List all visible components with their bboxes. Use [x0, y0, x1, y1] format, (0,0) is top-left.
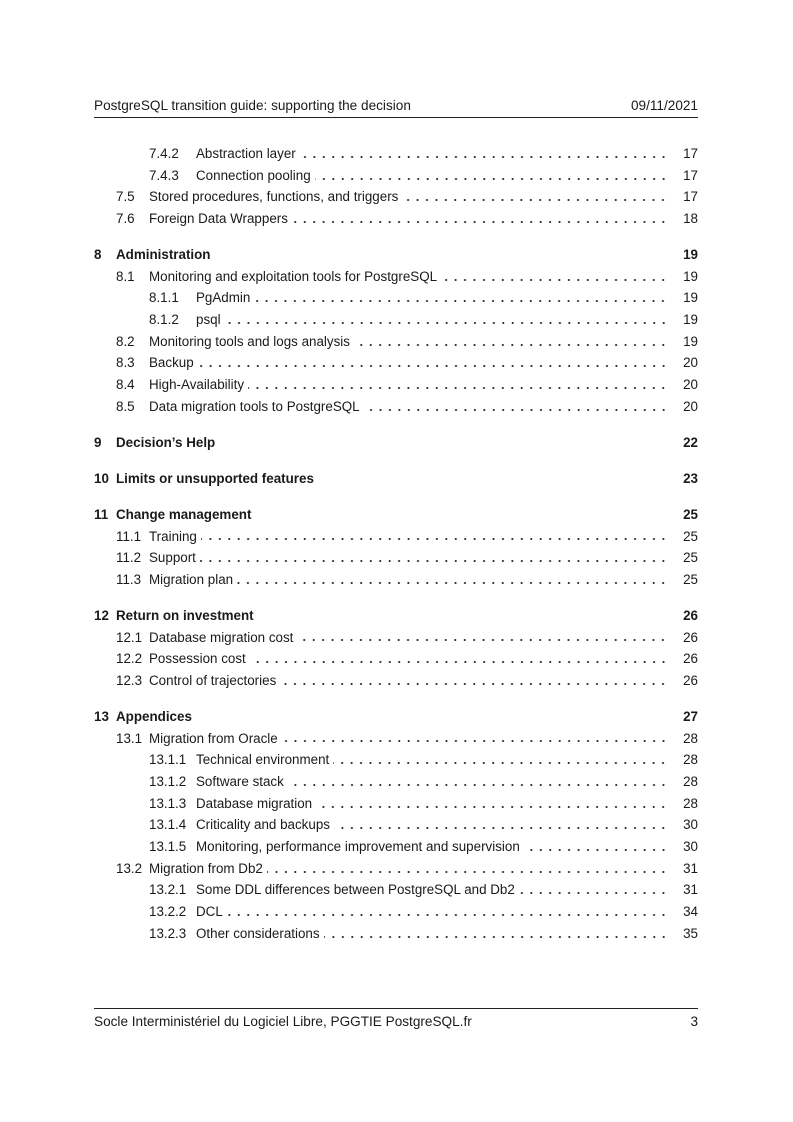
leader-dots	[267, 867, 668, 877]
toc-entry-number: 12.3	[116, 672, 143, 688]
toc-section-entry[interactable]	[94, 670, 698, 692]
toc-entry-title: Connection pooling	[196, 167, 311, 183]
toc-entry-page: 26	[683, 607, 698, 623]
toc-section-entry[interactable]	[94, 165, 698, 187]
toc-entry-number: 12.2	[116, 651, 143, 667]
toc-entry-title: Database migration	[196, 795, 313, 811]
leader-dots	[333, 758, 668, 768]
toc-entry-title: Some DDL differences between PostgreSQL and Db2	[196, 882, 515, 898]
toc-entry-page: 19	[683, 312, 698, 328]
toc-entry-number: 13.2.3	[149, 925, 187, 941]
toc-chapter-entry[interactable]	[94, 605, 698, 627]
toc-entry-page: 31	[683, 860, 698, 876]
toc-entry-page: 26	[683, 629, 698, 645]
leader-dots	[315, 174, 668, 184]
toc-chapter-entry[interactable]	[94, 706, 698, 728]
leader-dots	[280, 679, 668, 689]
toc-section-entry[interactable]	[94, 143, 698, 165]
toc-entry-page: 20	[683, 355, 698, 371]
toc-entry-number: 8	[94, 247, 102, 263]
leader-dots	[354, 340, 668, 350]
toc-entry-page: 35	[683, 925, 698, 941]
toc-section-entry[interactable]	[94, 648, 698, 670]
toc-entry-title: Abstraction layer	[196, 146, 296, 161]
toc-section-entry[interactable]	[94, 814, 698, 836]
toc-section-entry[interactable]	[94, 526, 698, 548]
leader-dots	[364, 405, 668, 415]
toc-entry-page: 25	[683, 571, 698, 587]
toc-entry-number: 13.2	[116, 860, 143, 876]
toc-entry-page: 19	[683, 268, 698, 284]
header-rule	[94, 117, 698, 118]
toc-section-entry[interactable]	[94, 771, 698, 793]
toc-entry-title: Migration plan	[149, 571, 234, 587]
toc-entry-page: 20	[683, 377, 698, 393]
toc-chapter-entry[interactable]	[94, 244, 698, 266]
toc-entry-page: 28	[683, 773, 698, 789]
toc-entry-number: 8.5	[116, 398, 135, 414]
toc-entry-page: 28	[683, 795, 698, 811]
toc-entry-page: 17	[683, 189, 698, 205]
toc-entry-page: 26	[683, 651, 698, 667]
leader-dots	[288, 780, 668, 790]
toc-entry-number: 13.2.2	[149, 904, 187, 920]
toc-entry-title: Limits or unsupported features	[116, 470, 314, 486]
toc-entry-page: 19	[683, 333, 698, 349]
toc-entry-page: 22	[683, 434, 698, 450]
header-date: 09/11/2021	[630, 98, 698, 113]
toc-section-entry[interactable]	[94, 208, 698, 230]
toc-entry-title: Foreign Data Wrappers	[149, 211, 288, 227]
header-title: PostgreSQL transition guide: supporting the decision	[94, 98, 411, 113]
toc-section-entry[interactable]	[94, 569, 698, 591]
toc-entry-number: 13.2.1	[149, 882, 187, 898]
toc-entry-page: 18	[683, 211, 698, 227]
toc-entry-page: 20	[683, 398, 698, 414]
toc-entry-title: DCL	[196, 904, 223, 920]
toc-section-entry[interactable]	[94, 287, 698, 309]
leader-dots	[441, 275, 668, 285]
toc-entry-number: 12.1	[116, 629, 143, 645]
toc-entry-title: Control of trajectories	[149, 672, 277, 688]
toc-chapter-entry[interactable]	[94, 504, 698, 526]
toc-entry-title: Other considerations	[196, 925, 320, 941]
toc-entry-number: 7.6	[116, 211, 135, 227]
toc-entry-title: Data migration tools to PostgreSQL	[149, 398, 360, 414]
toc-entry-number: 13	[94, 708, 109, 724]
toc-entry-number: 7.5	[116, 189, 135, 205]
toc-section-entry[interactable]	[94, 879, 698, 901]
toc-entry-number: 11	[94, 506, 109, 522]
toc-entry-number: 11.2	[116, 550, 142, 566]
toc-section-entry[interactable]	[94, 749, 698, 771]
toc-entry-title: Migration from Db2	[149, 860, 263, 876]
leader-dots	[250, 657, 668, 667]
toc-chapter-entry[interactable]	[94, 432, 698, 454]
leader-dots	[300, 152, 668, 162]
toc-entry-title: PgAdmin	[196, 290, 251, 306]
toc-entry-page: 27	[683, 708, 698, 724]
leader-dots	[237, 578, 668, 588]
leader-dots	[519, 888, 668, 898]
toc-entry-number: 10	[94, 470, 109, 486]
toc-entry-page: 19	[683, 247, 698, 263]
toc-entry-number: 8.1.2	[149, 312, 179, 328]
leader-dots	[201, 534, 668, 544]
toc-entry-page: 19	[683, 290, 698, 306]
toc-entry-number: 8.1.1	[149, 290, 179, 306]
toc-entry-number: 8.2	[116, 333, 135, 349]
page-number: 3	[690, 1014, 698, 1029]
toc-entry-title: Appendices	[116, 708, 192, 724]
toc-entry-title: Migration from Oracle	[149, 730, 278, 746]
toc-entry-number: 13.1	[116, 730, 143, 746]
toc-section-entry[interactable]	[94, 266, 698, 288]
toc-entry-title: Return on investment	[116, 607, 254, 623]
toc-entry-page: 28	[683, 730, 698, 746]
toc-entry-page: 17	[683, 146, 698, 161]
toc-section-entry[interactable]	[94, 309, 698, 331]
toc-entry-page: 30	[683, 839, 698, 855]
toc-entry-title: Stored procedures, functions, and triggers	[149, 189, 399, 205]
toc-entry-title: High-Availability	[149, 377, 245, 393]
toc-entry-number: 7.4.2	[149, 146, 179, 161]
toc-section-entry[interactable]	[94, 836, 698, 858]
toc-section-entry[interactable]	[94, 728, 698, 750]
page-footer	[94, 1014, 698, 1029]
page-header	[94, 98, 698, 116]
toc-entry-title: Monitoring tools and logs analysis	[149, 333, 350, 349]
toc-entry-title: psql	[196, 312, 221, 328]
toc-entry-title: Possession cost	[149, 651, 246, 667]
table-of-contents	[94, 143, 698, 944]
toc-section-entry[interactable]	[94, 352, 698, 374]
toc-section-entry[interactable]	[94, 923, 698, 945]
toc-entry-number: 13.1.1	[149, 752, 187, 768]
toc-entry-number: 9	[94, 434, 102, 450]
toc-entry-page: 28	[683, 752, 698, 768]
toc-section-entry[interactable]	[94, 186, 698, 208]
leader-dots	[316, 802, 668, 812]
toc-section-entry[interactable]	[94, 793, 698, 815]
toc-entry-title: Monitoring and exploitation tools for PostgreSQL	[149, 268, 438, 284]
toc-entry-page: 17	[683, 167, 698, 183]
toc-section-entry[interactable]	[94, 374, 698, 396]
toc-entry-page: 34	[683, 904, 698, 920]
toc-section-entry[interactable]	[94, 396, 698, 418]
leader-dots	[292, 217, 668, 227]
leader-dots	[225, 318, 668, 328]
footer-rule	[94, 1008, 698, 1009]
toc-entry-title: Software stack	[196, 773, 284, 789]
toc-entry-title: Monitoring, performance improvement and supervision	[196, 839, 520, 855]
toc-entry-number: 13.1.5	[149, 839, 187, 855]
toc-entry-page: 23	[683, 470, 698, 486]
toc-entry-number: 8.4	[116, 377, 135, 393]
leader-dots	[282, 736, 668, 746]
leader-dots	[248, 383, 668, 393]
toc-entry-page: 26	[683, 672, 698, 688]
toc-entry-title: Database migration cost	[149, 629, 294, 645]
leader-dots	[198, 361, 668, 371]
toc-entry-number: 7.4.3	[149, 167, 179, 183]
leader-dots	[254, 296, 668, 306]
toc-entry-number: 12	[94, 607, 109, 623]
toc-section-entry[interactable]	[94, 858, 698, 880]
toc-entry-number: 13.1.3	[149, 795, 187, 811]
toc-entry-title: Decision’s Help	[116, 434, 216, 450]
toc-entry-number: 11.1	[116, 528, 142, 544]
toc-entry-number: 8.3	[116, 355, 135, 371]
toc-entry-page: 25	[683, 528, 698, 544]
toc-entry-number: 8.1	[116, 268, 135, 284]
toc-entry-title: Training	[149, 528, 197, 544]
toc-section-entry[interactable]	[94, 331, 698, 353]
toc-entry-page: 25	[683, 506, 698, 522]
toc-entry-title: Support	[149, 550, 196, 566]
toc-section-entry[interactable]	[94, 547, 698, 569]
leader-dots	[227, 910, 668, 920]
toc-entry-number: 13.1.2	[149, 773, 187, 789]
toc-entry-page: 25	[683, 550, 698, 566]
leader-dots	[324, 932, 668, 942]
toc-section-entry[interactable]	[94, 627, 698, 649]
leader-dots	[334, 823, 668, 833]
leader-dots	[524, 845, 668, 855]
toc-entry-number: 11.3	[116, 571, 142, 587]
leader-dots	[402, 195, 668, 205]
toc-chapter-entry[interactable]	[94, 468, 698, 490]
toc-entry-title: Change management	[116, 506, 252, 522]
toc-section-entry[interactable]	[94, 901, 698, 923]
toc-entry-page: 30	[683, 817, 698, 833]
footer-text: Socle Interministériel du Logiciel Libre, PGGTIE PostgreSQL.fr	[94, 1014, 472, 1029]
toc-entry-title: Technical environment	[196, 752, 330, 768]
toc-entry-title: Backup	[149, 355, 194, 371]
toc-entry-title: Administration	[116, 247, 211, 263]
leader-dots	[297, 635, 668, 645]
toc-entry-number: 13.1.4	[149, 817, 187, 833]
toc-entry-page: 31	[683, 882, 698, 898]
toc-entry-title: Criticality and backups	[196, 817, 330, 833]
leader-dots	[200, 556, 668, 566]
